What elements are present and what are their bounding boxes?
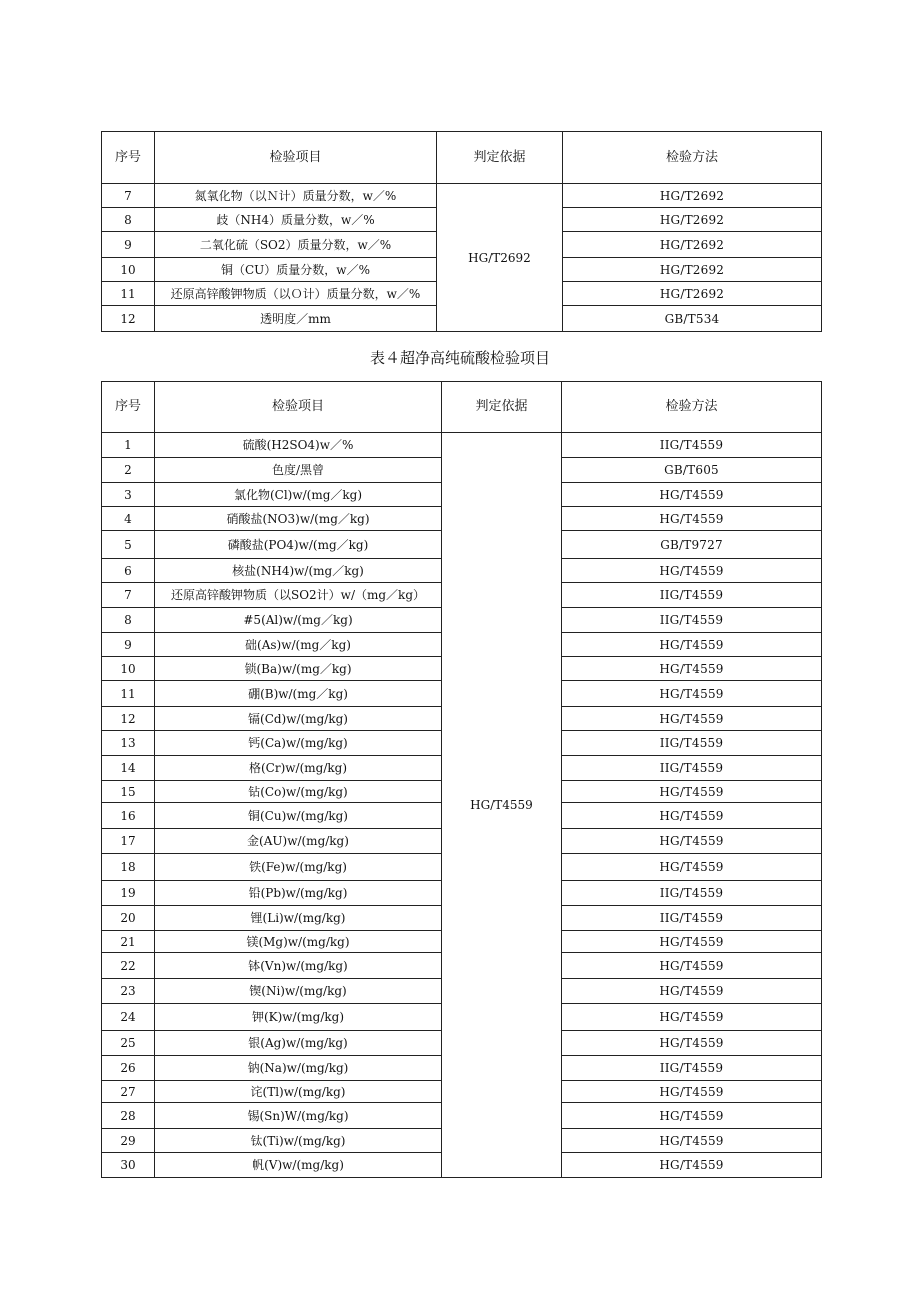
- row-method: HG/T4559: [562, 507, 822, 531]
- header-basis: 判定依据: [442, 382, 562, 433]
- row-method: IIG/T4559: [562, 756, 822, 781]
- row-item: 透明度／mm: [155, 306, 437, 332]
- row-no: 21: [102, 931, 155, 953]
- table-header-row: [102, 132, 822, 184]
- row-no: 8: [102, 608, 155, 633]
- row-item: 铅(Pb)w/(mg/kg): [155, 881, 442, 906]
- row-no: 13: [102, 731, 155, 756]
- row-item: 硝酸盐(NO3)w/(mg／kg): [155, 507, 442, 531]
- header-no: 序号: [102, 132, 155, 184]
- row-item: 铜（CU）质量分数，w／%: [155, 258, 437, 282]
- row-item: 钻(Co)w/(mg/kg): [155, 781, 442, 803]
- row-method: GB/T605: [562, 458, 822, 483]
- row-no: 5: [102, 531, 155, 559]
- row-method: HG/T4559: [562, 1129, 822, 1153]
- table-4: [101, 381, 822, 1178]
- row-no: 6: [102, 559, 155, 583]
- row-method: HG/T4559: [562, 803, 822, 829]
- row-item: 银(Ag)w/(mg/kg): [155, 1031, 442, 1056]
- row-item: 还原高锌酸钾物质（以SO2计）w/（mg／kg）: [155, 583, 442, 608]
- row-item: 帆(V)w/(mg/kg): [155, 1153, 442, 1178]
- table-row: [102, 184, 822, 208]
- row-no: 27: [102, 1081, 155, 1103]
- row-method: HG/T4559: [562, 1153, 822, 1178]
- row-method: HG/T4559: [562, 1004, 822, 1031]
- row-item: 还原高锌酸钾物质（以Ｏ计）质量分数，w／%: [155, 282, 437, 306]
- header-method: 检验方法: [562, 382, 822, 433]
- row-item: 锲(Ni)w/(mg/kg): [155, 979, 442, 1004]
- row-item: 歧（NH4）质量分数，w／%: [155, 208, 437, 232]
- row-method: HG/T4559: [562, 931, 822, 953]
- row-no: 16: [102, 803, 155, 829]
- table-row: [102, 433, 822, 458]
- row-method: HG/T4559: [562, 681, 822, 707]
- row-no: 12: [102, 707, 155, 731]
- row-method: HG/T4559: [562, 979, 822, 1004]
- row-method: HG/T2692: [563, 208, 822, 232]
- row-no: 11: [102, 282, 155, 306]
- row-no: 24: [102, 1004, 155, 1031]
- row-no: 7: [102, 583, 155, 608]
- row-method: IIG/T4559: [562, 731, 822, 756]
- row-item: 铁(Fe)w/(mg/kg): [155, 854, 442, 881]
- row-no: 19: [102, 881, 155, 906]
- row-method: HG/T4559: [562, 559, 822, 583]
- row-item: 钾(K)w/(mg/kg): [155, 1004, 442, 1031]
- row-item: 础(As)w/(mg／kg): [155, 633, 442, 657]
- row-no: 14: [102, 756, 155, 781]
- row-no: 17: [102, 829, 155, 854]
- row-method: HG/T4559: [562, 1081, 822, 1103]
- row-method: HG/T4559: [562, 633, 822, 657]
- row-item: 色度/黑曾: [155, 458, 442, 483]
- row-method: HG/T4559: [562, 707, 822, 731]
- row-item: 镉(Cd)w/(mg/kg): [155, 707, 442, 731]
- row-method: HG/T4559: [562, 657, 822, 681]
- row-no: 18: [102, 854, 155, 881]
- row-item: 二氧化硫（SO2）质量分数，w／%: [155, 232, 437, 258]
- header-item: 检验项目: [155, 382, 442, 433]
- row-method: IIG/T4559: [562, 583, 822, 608]
- row-item: 格(Cr)w/(mg/kg): [155, 756, 442, 781]
- row-method: HG/T4559: [562, 1031, 822, 1056]
- row-no: 12: [102, 306, 155, 332]
- table-3-continued: [101, 131, 822, 332]
- row-no: 15: [102, 781, 155, 803]
- row-no: 10: [102, 258, 155, 282]
- row-item: 镁(Mg)w/(mg/kg): [155, 931, 442, 953]
- row-method: HG/T4559: [562, 483, 822, 507]
- row-no: 26: [102, 1056, 155, 1081]
- row-no: 4: [102, 507, 155, 531]
- row-no: 7: [102, 184, 155, 208]
- row-no: 1: [102, 433, 155, 458]
- row-method: HG/T4559: [562, 829, 822, 854]
- row-no: 22: [102, 953, 155, 979]
- row-no: 9: [102, 232, 155, 258]
- header-no: 序号: [102, 382, 155, 433]
- header-item: 检验项目: [155, 132, 437, 184]
- row-no: 11: [102, 681, 155, 707]
- row-item: 核盐(NH4)w/(mg／kg): [155, 559, 442, 583]
- row-item: 磷酸盐(PO4)w/(mg／kg): [155, 531, 442, 559]
- row-item: #5(Al)w/(mg／kg): [155, 608, 442, 633]
- row-no: 8: [102, 208, 155, 232]
- row-item: 锡(Sn)W/(mg/kg): [155, 1103, 442, 1129]
- row-item: 硫酸(H2SO4)w／%: [155, 433, 442, 458]
- row-method: IIG/T4559: [562, 608, 822, 633]
- row-no: 10: [102, 657, 155, 681]
- judgement-basis: HG/T4559: [442, 433, 562, 1178]
- row-no: 25: [102, 1031, 155, 1056]
- row-method: HG/T2692: [563, 184, 822, 208]
- table-4-caption: 表４超净高纯硫酸检验项目: [369, 349, 550, 367]
- row-item: 硼(B)w/(mg／kg): [155, 681, 442, 707]
- row-method: HG/T4559: [562, 953, 822, 979]
- row-item: 钠(Na)w/(mg/kg): [155, 1056, 442, 1081]
- row-method: HG/T2692: [563, 258, 822, 282]
- row-method: HG/T4559: [562, 1103, 822, 1129]
- row-item: 钛(Ti)w/(mg/kg): [155, 1129, 442, 1153]
- row-no: 29: [102, 1129, 155, 1153]
- row-item: 锂(Li)w/(mg/kg): [155, 906, 442, 931]
- row-method: GB/T534: [563, 306, 822, 332]
- row-item: 铜(Cu)w/(mg/kg): [155, 803, 442, 829]
- header-basis: 判定依据: [437, 132, 563, 184]
- row-no: 2: [102, 458, 155, 483]
- row-method: HG/T4559: [562, 781, 822, 803]
- row-method: HG/T2692: [563, 232, 822, 258]
- row-method: HG/T4559: [562, 854, 822, 881]
- row-method: IIG/T4559: [562, 1056, 822, 1081]
- row-item: 钙(Ca)w/(mg/kg): [155, 731, 442, 756]
- row-item: 金(AU)w/(mg/kg): [155, 829, 442, 854]
- row-no: 23: [102, 979, 155, 1004]
- row-item: 氯化物(Cl)w/(mg／kg): [155, 483, 442, 507]
- row-item: 钵(Vn)w/(mg/kg): [155, 953, 442, 979]
- header-method: 检验方法: [563, 132, 822, 184]
- row-no: 20: [102, 906, 155, 931]
- row-method: IIG/T4559: [562, 881, 822, 906]
- row-method: HG/T2692: [563, 282, 822, 306]
- row-no: 3: [102, 483, 155, 507]
- row-item: 锁(Ba)w/(mg／kg): [155, 657, 442, 681]
- row-method: IIG/T4559: [562, 433, 822, 458]
- row-no: 30: [102, 1153, 155, 1178]
- judgement-basis: HG/T2692: [437, 184, 563, 332]
- row-method: IIG/T4559: [562, 906, 822, 931]
- row-item: 氮氧化物（以Ｎ计）质量分数，w／%: [155, 184, 437, 208]
- row-method: GB/T9727: [562, 531, 822, 559]
- row-no: 28: [102, 1103, 155, 1129]
- table-header-row: [102, 382, 822, 433]
- row-item: 诧(Tl)w/(mg/kg): [155, 1081, 442, 1103]
- row-no: 9: [102, 633, 155, 657]
